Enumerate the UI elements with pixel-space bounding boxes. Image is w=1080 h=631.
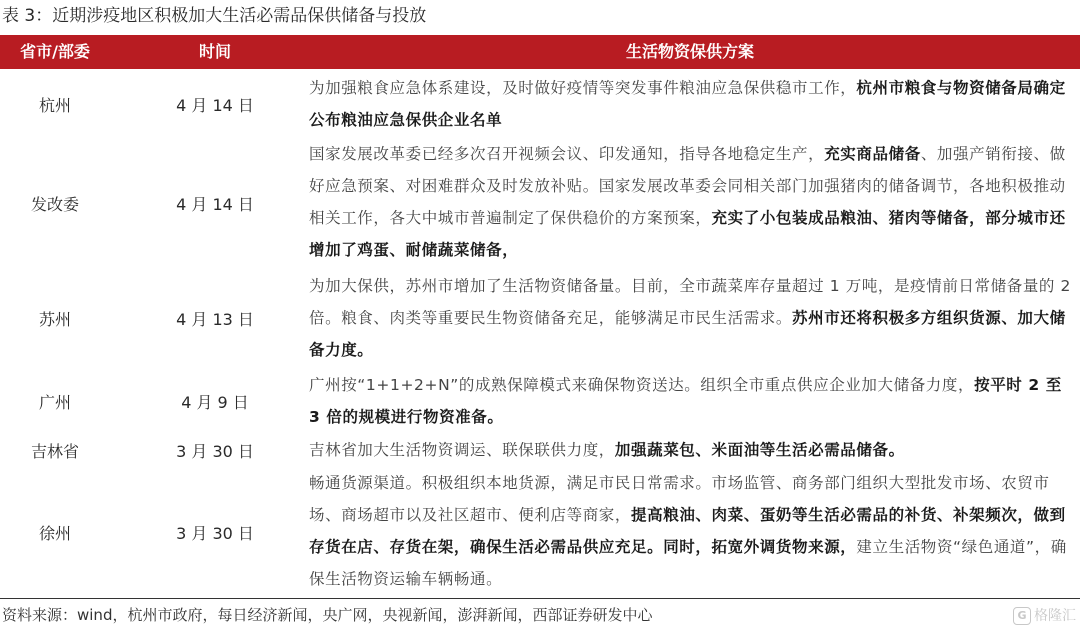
row-plan: [309, 72, 1074, 136]
gelonghui-logo-icon: G: [1013, 607, 1031, 625]
table-row: [0, 434, 1080, 466]
row-plan: [309, 467, 1074, 595]
plan-text: 、加强产销衔接、做好应急预案、对困难群众及时发放补贴。国家发展改革委会同相关部门加强猪肉的储备调节，各地积极推动相关工作，各大中城市普遍制定了保供稳价的方案预案，: [309, 145, 1066, 227]
row-date: 4 月 13 日: [176, 310, 254, 329]
row-city: 徐州: [38, 523, 71, 543]
table-row: [0, 138, 1080, 268]
row-city: 广州: [38, 392, 71, 412]
plan-text-bold: 加强蔬菜包、米面油等生活必需品储备。: [614, 441, 905, 459]
plan-text-bold: 苏州市还将积极多方组织货源、加大储备力度。: [309, 309, 1066, 359]
plan-text: 畅通货源渠道。积极组织本地货源，满足市民日常需求。市场监管、商务部门组织大型批发市场、农贸市场、商场超市以及社区超市、便利店等商家，: [309, 474, 1050, 524]
row-date: 4 月 14 日: [176, 194, 254, 214]
plan-text-bold: 充实商品储备: [824, 145, 921, 163]
plan-text: 吉林省加大生活物资调运、联保联供力度，: [309, 441, 615, 459]
table-title: 表 3：近期涉疫地区积极加大生活必需品保供储备与投放: [2, 6, 427, 26]
plan-text: 广州按“1+1+2+N”的成熟保障模式来确保物资送达。组织全市重点供应企业加大储备力度，: [309, 376, 975, 394]
row-plan: [309, 369, 1074, 433]
row-date: 3 月 30 日: [176, 523, 254, 543]
plan-text-bold: 提高粮油、肉菜、蛋奶等生活必需品的补货、补架频次，做到存货在店、存货在架，确保生活必需品供应充足。同时，拓宽外调货物来源，: [309, 506, 1066, 556]
footer-divider: [0, 598, 1080, 599]
row-date: 4 月 9 日: [181, 392, 249, 412]
row-plan: [309, 138, 1074, 266]
row-plan: [309, 434, 1074, 466]
table-header: [0, 35, 1080, 69]
plan-text-bold: 杭州市粮食与物资储备局确定公布粮油应急保供企业名单: [309, 79, 1066, 129]
header-city: 省市/部委: [20, 42, 90, 61]
table-row: [0, 270, 1080, 367]
table-row: [0, 369, 1080, 433]
plan-text: 国家发展改革委已经多次召开视频会议、印发通知，指导各地稳定生产，: [309, 145, 825, 163]
row-date: 3 月 30 日: [176, 441, 254, 461]
watermark: [1013, 604, 1076, 628]
header-plan: 生活物资保供方案: [625, 42, 754, 61]
plan-text-bold: 充实了小包装成品粮油、猪肉等储备，部分城市还增加了鸡蛋、耐储蔬菜储备，: [309, 209, 1066, 259]
table-row: [0, 467, 1080, 597]
header-time: 时间: [198, 42, 231, 61]
row-city: 苏州: [38, 310, 71, 329]
plan-text-bold: 按平时 2 至 3 倍的规模进行物资准备。: [309, 376, 1062, 426]
plan-text: 建立生活物资“绿色通道”，确保生活物资运输车辆畅通。: [309, 538, 1067, 588]
row-city: 发改委: [30, 194, 79, 214]
table-row: [0, 72, 1080, 136]
plan-text: 为加大保供，苏州市增加了生活物资储备量。目前，全市蔬菜库存量超过 1 万吨，是疫情前日常储备量的 2 倍。粮食、肉类等重要民生物资储备充足，能够满足市民生活需求。: [309, 277, 1072, 327]
source-note: 资料来源：wind，杭州市政府，每日经济新闻，央广网，央视新闻，澎湃新闻，西部证券研发中心: [2, 606, 653, 624]
row-city: 吉林省: [30, 441, 79, 461]
row-city: 杭州: [38, 95, 71, 115]
plan-text: 为加强粮食应急体系建设，及时做好疫情等突发事件粮油应急保供稳市工作，: [309, 79, 857, 97]
row-date: 4 月 14 日: [176, 95, 254, 115]
watermark-text: 格隆汇: [1034, 608, 1076, 624]
row-plan: [309, 270, 1074, 366]
